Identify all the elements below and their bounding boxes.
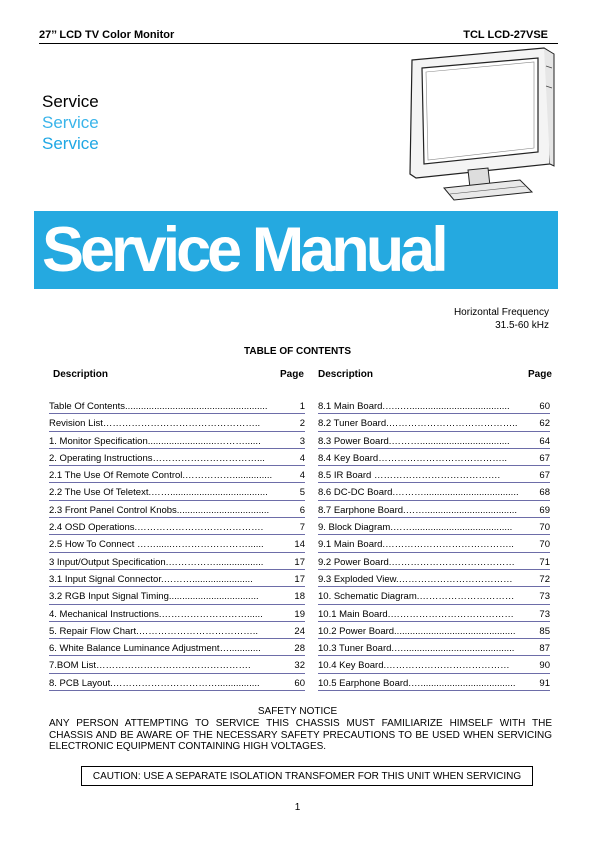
toc-entry-title: 2.3 Front Panel Control Knobs................................... — [49, 504, 270, 516]
toc-entry-title: 7.BOM List…………………………………………. — [49, 660, 251, 672]
banner-title: Service Manual — [42, 215, 445, 285]
toc-entry[interactable] — [49, 414, 305, 431]
toc-entry-page: 60 — [294, 677, 305, 689]
toc-entry-title: 2. Operating Instructions……………………………... — [49, 452, 265, 464]
toc-entry-page: 1 — [299, 401, 305, 412]
toc-entry-title: 8. PCB Layout.……………………………................ — [49, 677, 260, 689]
toc-entry-title: 2.2 The Use Of Teletext.……..................................... — [49, 487, 268, 499]
toc-entry-page: 87 — [539, 643, 550, 655]
toc-entry-title: 6. White Balance Luminance Adjustment…............ — [49, 643, 261, 655]
toc-entry-page: 68 — [539, 487, 550, 499]
toc-entry-page: 18 — [294, 591, 305, 603]
frequency-value: 31.5-60 kHz — [495, 320, 549, 331]
toc-entry-page: 72 — [539, 573, 550, 585]
toc-entry-page: 73 — [539, 591, 550, 603]
toc-entry-page: 28 — [294, 643, 305, 655]
service-word-3: Service — [42, 134, 99, 153]
toc-entry-page: 69 — [539, 504, 550, 516]
toc-entry-title: 8.1 Main Board.…..…...................................... — [318, 401, 510, 412]
toc-entry-page: 62 — [539, 418, 550, 430]
toc-entry[interactable] — [318, 570, 550, 587]
toc-entry-title: 9.2 Power Board.………………………………… — [318, 556, 515, 568]
toc-entry-page: 17 — [294, 573, 305, 585]
toc-entry-title: 2.5 How To Connect ……......……………………...... — [49, 539, 264, 551]
page-number: 1 — [294, 802, 301, 813]
toc-entry[interactable] — [318, 501, 550, 518]
toc-entry-page: 5 — [299, 487, 305, 499]
header-model: TCL LCD-27VSE — [463, 29, 548, 41]
toc-entry[interactable] — [318, 518, 550, 535]
toc-entry[interactable] — [49, 553, 305, 570]
toc-entry-title: 10.2 Power Board.............................................. — [318, 625, 516, 637]
toc-entry[interactable] — [318, 397, 550, 414]
toc-entry[interactable] — [49, 466, 305, 483]
toc-entry[interactable] — [318, 466, 550, 483]
toc-entry-page: 73 — [539, 608, 550, 620]
toc-entry-title: 8.4 Key Board………………………………….. — [318, 452, 507, 464]
toc-entry-title: Table Of Contents...................................................... — [49, 401, 268, 412]
frequency-label: Horizontal Frequency — [453, 307, 549, 318]
toc-entry-title: 10.3 Tuner Board.….......................................... — [318, 643, 515, 655]
toc-entry-title: 8.3 Power Board.……….................................. — [318, 435, 510, 447]
toc-entry-title: 5. Repair Flow Chart.……………………………….. — [49, 625, 259, 637]
toc-entry[interactable] — [318, 587, 550, 604]
toc-entry[interactable] — [318, 639, 550, 656]
toc-entry-title: 8.5 IR Board …………………………………. — [318, 470, 501, 482]
toc-entry-title: 3.2 RGB Input Signal Timing.................................. — [49, 591, 259, 603]
toc-entry-title: 3 Input/Output Specification.…………….................. — [49, 556, 264, 568]
toc-entry[interactable] — [49, 656, 305, 673]
toc-entry-title: 8.7 Earphone Board.……................................... — [318, 504, 518, 516]
safety-notice-title: SAFETY NOTICE — [257, 706, 338, 717]
toc-entry[interactable] — [318, 674, 550, 691]
toc-entry-page: 64 — [539, 435, 550, 447]
toc-entry-title: 9.3 Exploded View.……………………………… — [318, 573, 513, 585]
toc-entry[interactable] — [49, 587, 305, 604]
toc-entry[interactable] — [49, 535, 305, 552]
toc-right-description-header: Description — [318, 369, 374, 380]
toc-entry-title: Revision List………………………………………….. — [49, 418, 261, 430]
toc-entry-page: 90 — [539, 660, 550, 672]
toc-entry-page: 14 — [294, 539, 305, 551]
toc-entry-page: 91 — [539, 677, 550, 689]
toc-entry[interactable] — [318, 605, 550, 622]
toc-entry[interactable] — [318, 483, 550, 500]
toc-entry-title: 8.2 Tuner Board.………………………………….. — [318, 418, 518, 430]
toc-entry-title: 9. Block Diagram.……...................................... — [318, 522, 513, 534]
toc-entry-page: 3 — [299, 435, 305, 447]
toc-entry[interactable] — [318, 449, 550, 466]
toc-left-description-header: Description — [53, 369, 109, 380]
service-word-1: Service — [42, 92, 99, 111]
toc-entry-page: 4 — [299, 452, 305, 464]
toc-entry[interactable] — [318, 553, 550, 570]
toc-entry-page: 70 — [539, 539, 550, 551]
toc-entry[interactable] — [49, 501, 305, 518]
toc-entry-page: 32 — [294, 660, 305, 672]
frequency-block — [454, 306, 549, 332]
toc-entry[interactable] — [49, 570, 305, 587]
toc-entry-title: 10.1 Main Board.………………………………… — [318, 608, 514, 620]
toc-entry-page: 17 — [294, 556, 305, 568]
toc-entry[interactable] — [318, 535, 550, 552]
toc-entry[interactable] — [49, 449, 305, 466]
toc-entry-title: 10. Schematic Diagram.………………………… — [318, 591, 515, 603]
tv-monitor-illustration — [404, 46, 556, 202]
service-word-2: Service — [42, 113, 99, 132]
toc-entry[interactable] — [318, 414, 550, 431]
toc-entry-page: 60 — [539, 401, 550, 412]
toc-entry-page: 24 — [294, 625, 305, 637]
toc-entry[interactable] — [49, 622, 305, 639]
toc-left-list — [49, 397, 305, 691]
toc-entry-page: 70 — [539, 522, 550, 534]
toc-entry-page: 67 — [539, 452, 550, 464]
toc-entry-page: 7 — [299, 522, 305, 534]
header-product-title: 27’’ LCD TV Color Monitor — [39, 29, 175, 41]
toc-title: TABLE OF CONTENTS — [243, 346, 352, 357]
toc-entry-page: 4 — [299, 470, 305, 482]
toc-entry[interactable] — [49, 605, 305, 622]
toc-entry-page: 85 — [539, 625, 550, 637]
toc-entry[interactable] — [49, 674, 305, 691]
page-header — [39, 29, 558, 44]
toc-entry-page: 19 — [294, 608, 305, 620]
toc-entry-title: 10.5 Earphone Board.….................................... — [318, 677, 516, 689]
toc-entry[interactable] — [318, 432, 550, 449]
toc-entry-title: 3.1 Input Signal Connector.………....................... — [49, 573, 253, 585]
service-manual-banner — [34, 211, 558, 289]
toc-entry-page: 6 — [299, 504, 305, 516]
toc-entry-title: 2.1 The Use Of Remote Control.……………............... — [49, 470, 273, 482]
toc-entry-title: 9.1 Main Board.………………………………….. — [318, 539, 514, 551]
toc-entry[interactable] — [49, 518, 305, 535]
safety-notice-body: ANY PERSON ATTEMPTING TO SERVICE THIS CHASSIS MUST FAMILIARIZE HIMSELF WITH THE CHASSIS AND BE AWARE OF THE NECESSARY SAFETY PRECAUTIONS TO BE USED WHEN SERVICING ELECTRONIC EQUIPMENT CONTAINING HIGH VOLTAGES. — [49, 718, 552, 752]
toc-entry[interactable] — [318, 622, 550, 639]
toc-right-list — [318, 397, 550, 691]
toc-entry-title: 1. Monitor Specification..........................………...... — [49, 435, 261, 447]
toc-entry-title: 2.4 OSD Operations.…………………………………. — [49, 522, 264, 534]
toc-entry-title: 8.6 DC-DC Board.……….................................... — [318, 487, 519, 499]
toc-entry[interactable] — [49, 432, 305, 449]
toc-entry-title: 4. Mechanical Instructions.………………………...... — [49, 608, 263, 620]
toc-entry-page: 71 — [539, 556, 550, 568]
toc-right-page-header: Page — [528, 369, 552, 380]
toc-entry[interactable] — [49, 397, 305, 414]
toc-entry[interactable] — [49, 483, 305, 500]
toc-entry[interactable] — [49, 639, 305, 656]
toc-entry-page: 67 — [539, 470, 550, 482]
toc-entry[interactable] — [318, 656, 550, 673]
toc-entry-title: 10.4 Key Board.………………………………… — [318, 660, 510, 672]
caution-box: CAUTION: USE A SEPARATE ISOLATION TRANSFOMER FOR THIS UNIT WHEN SERVICING — [81, 766, 533, 786]
toc-left-page-header: Page — [280, 369, 304, 380]
toc-entry-page: 2 — [299, 418, 305, 430]
